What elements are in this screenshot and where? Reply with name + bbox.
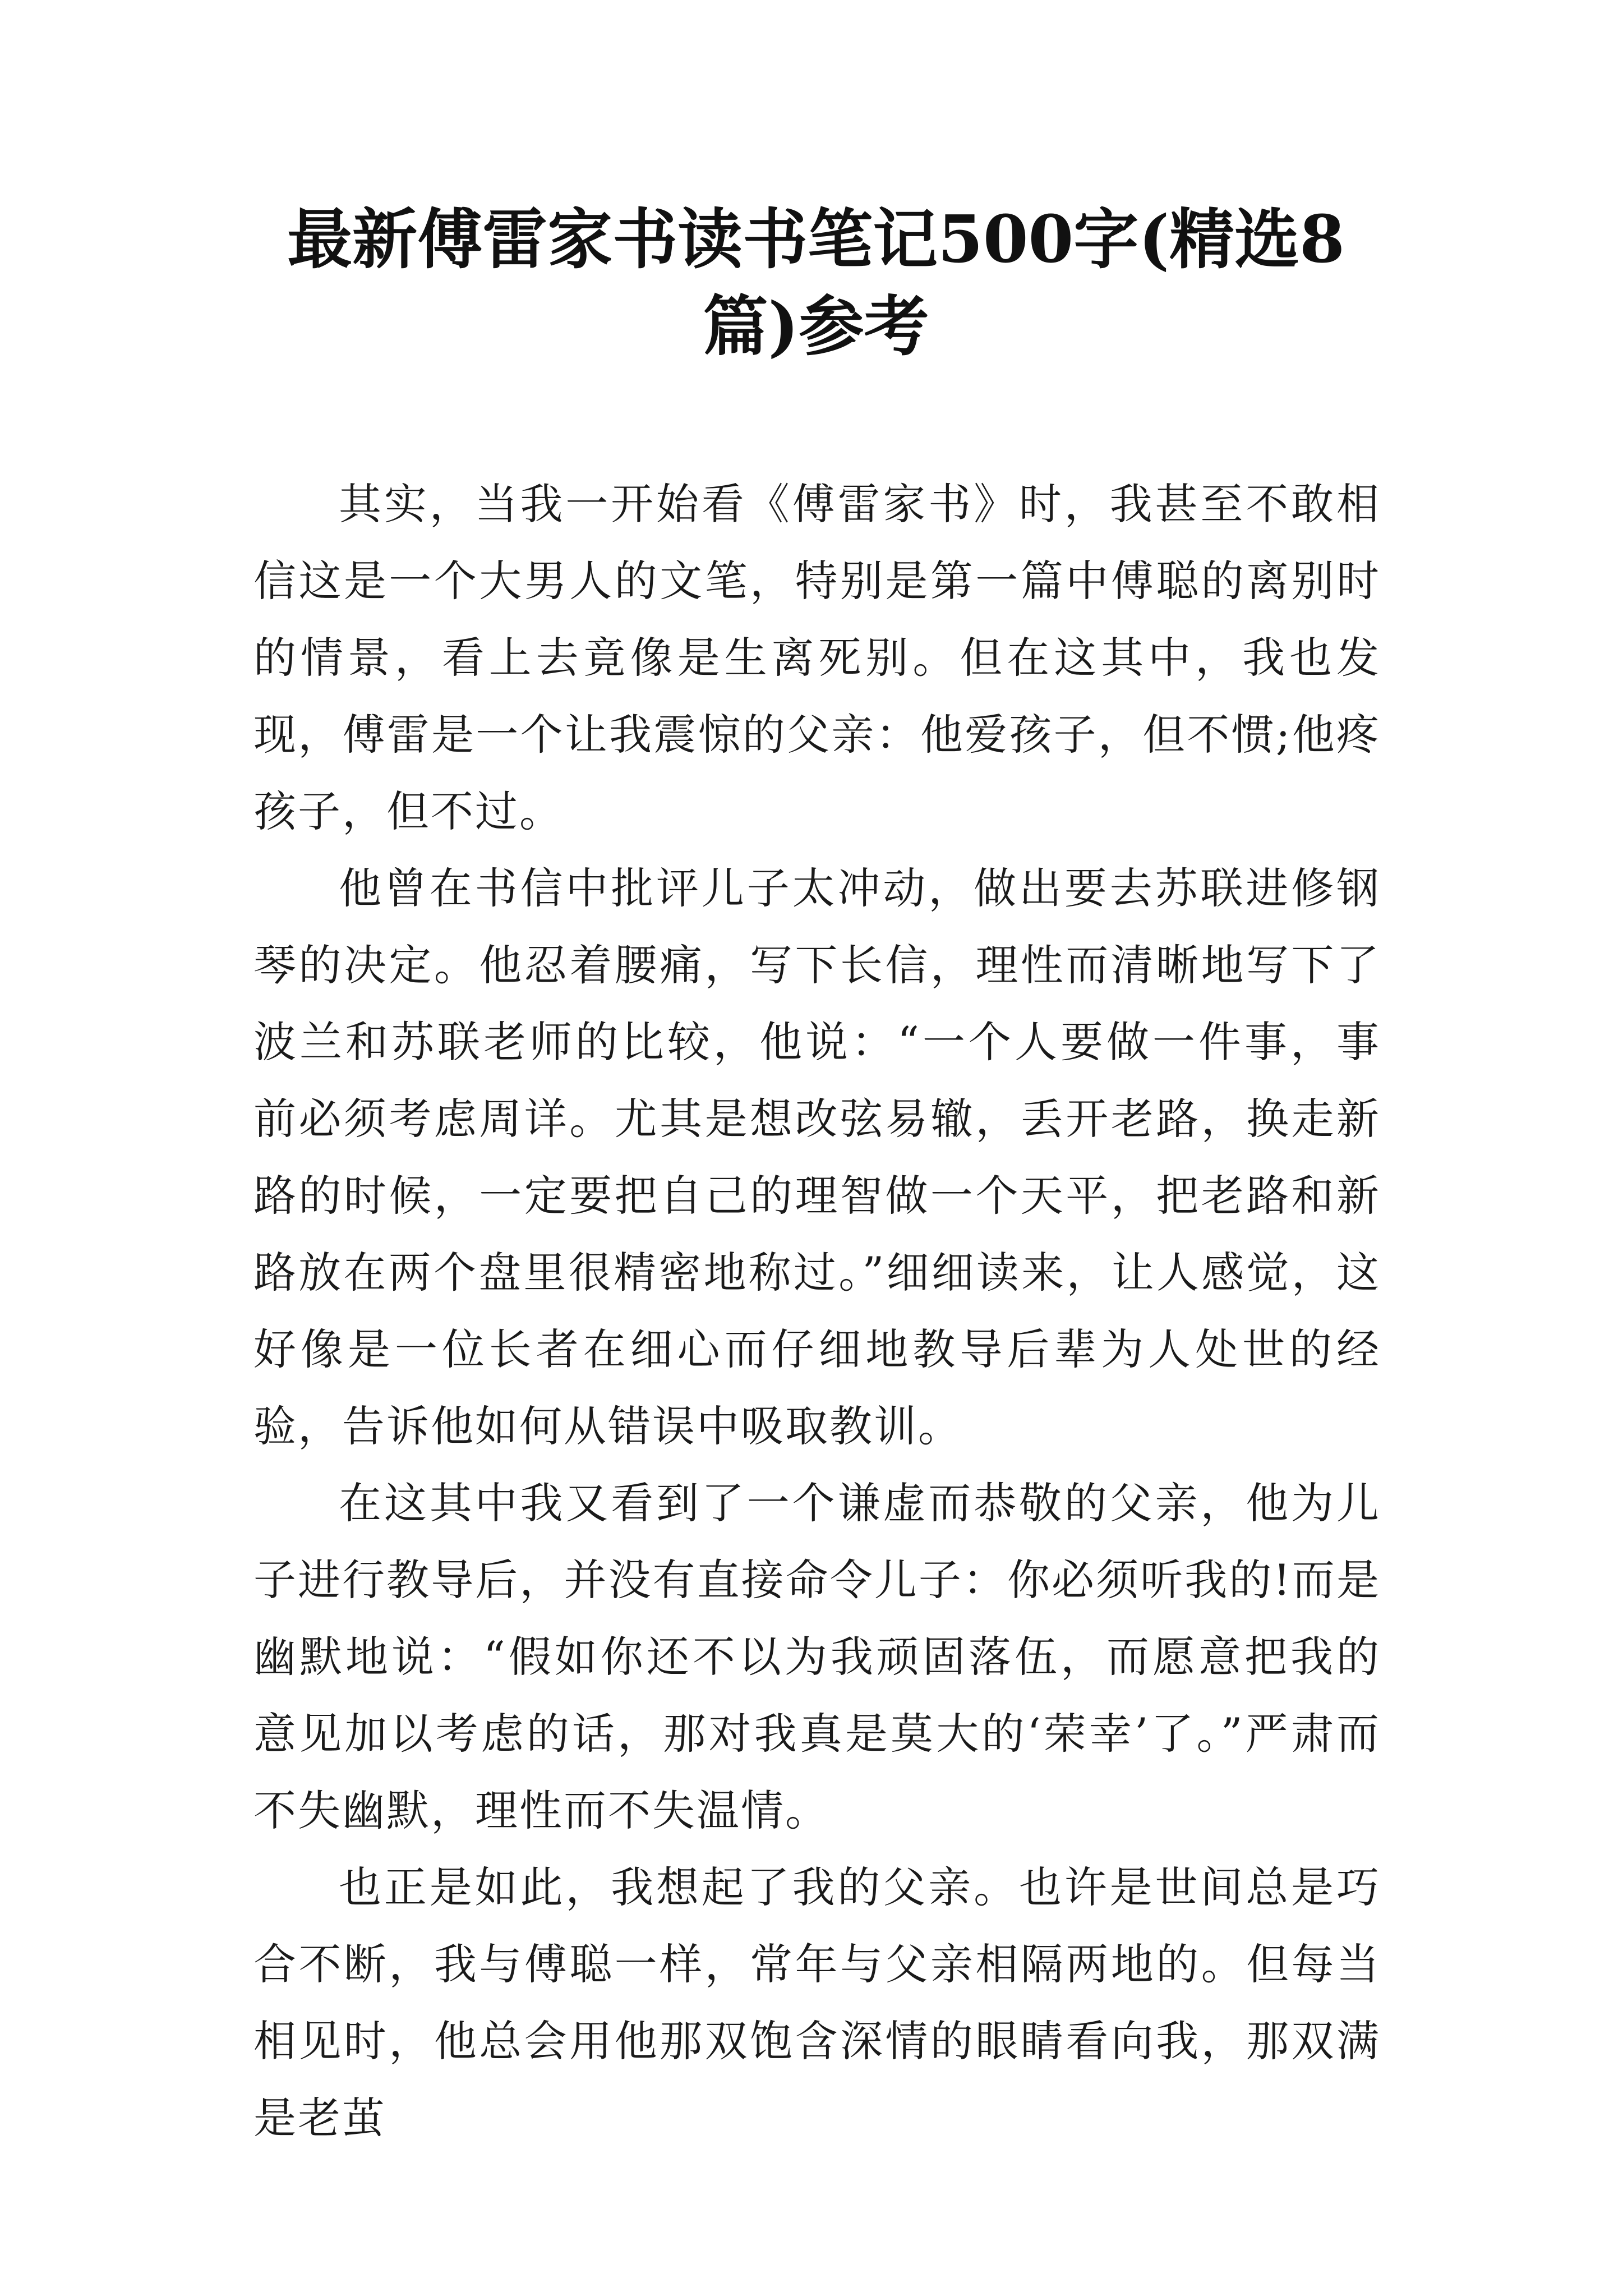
paragraph-3: 在这其中我又看到了一个谦虚而恭敬的父亲，他为儿子进行教导后，并没有直接命令儿子：你必须听我的!而是幽默地说：“假如你还不以为我顽固落伍，而愿意把我的意见加以考虑的话，那对我真是莫大的‘荣幸’了。”严肃而不失幽默，理性而不失温情。 xyxy=(253,1478,1381,1835)
document-title: 最新傅雷家书读书笔记500字(精选8篇)参考 xyxy=(287,201,1345,365)
document-body xyxy=(253,466,1381,2156)
paragraph-1: 其实，当我一开始看《傅雷家书》时，我甚至不敢相信这是一个大男人的文笔，特别是第一篇中傅聪的离别时的情景，看上去竟像是生离死别。但在这其中，我也发现，傅雷是一个让我震惊的父亲：他爱孩子，但不惯;他疼孩子，但不过。 xyxy=(253,479,1381,836)
paragraph-2: 他曾在书信中批评儿子太冲动，做出要去苏联进修钢琴的决定。他忍着腰痛，写下长信，理性而清晰地写下了波兰和苏联老师的比较，他说：“一个人要做一件事，事前必须考虑周详。尤其是想改弦易辙，丢开老路，换走新路的时候，一定要把自己的理智做一个天平，把老路和新路放在两个盘里很精密地称过。”细细读来，让人感觉，这好像是一位长者在细心而仔细地教导后辈为人处世的经验，告诉他如何从错误中吸取教训。 xyxy=(253,863,1381,1451)
paragraph-4: 也正是如此，我想起了我的父亲。也许是世间总是巧合不断，我与傅聪一样，常年与父亲相隔两地的。但每当相见时，他总会用他那双饱含深情的眼睛看向我，那双满是老茧 xyxy=(253,1862,1381,2143)
